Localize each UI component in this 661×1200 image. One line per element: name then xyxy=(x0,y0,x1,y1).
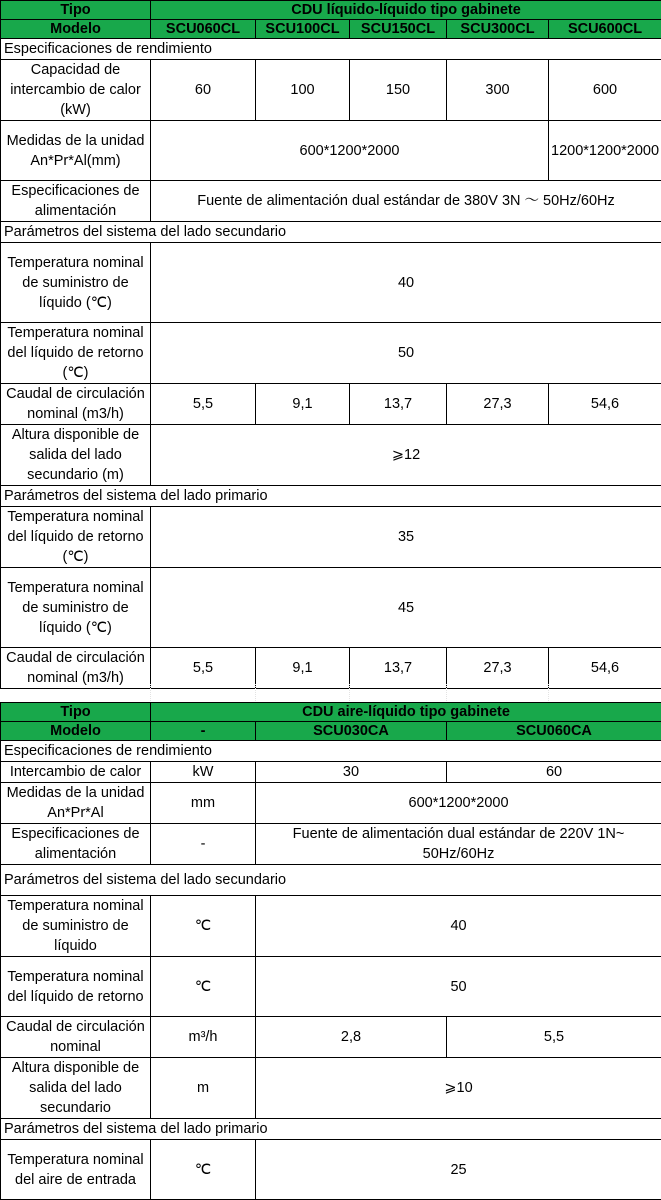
row-label: Altura disponible de salida del lado secundario xyxy=(1,1058,151,1119)
unit-cell: ℃ xyxy=(151,1140,256,1200)
section-title-performance: Especificaciones de rendimiento xyxy=(1,39,661,60)
table-cell: 40 xyxy=(256,896,661,957)
section-row xyxy=(1,865,661,896)
row-label: Temperatura nominal de suministro de líquido (℃) xyxy=(1,243,151,323)
table-cell: 1200*1200*2000 xyxy=(549,121,661,181)
model-name: SCU100CL xyxy=(256,20,350,39)
table-cell: Fuente de alimentación dual estándar de 220V 1N~ 50Hz/60Hz xyxy=(256,824,661,865)
spreadsheet-gap xyxy=(0,684,661,701)
table-cell: 9,1 xyxy=(256,648,350,689)
row-label: Caudal de circulación nominal xyxy=(1,1017,151,1058)
type-header-row xyxy=(1,703,661,722)
model-name: SCU300CL xyxy=(447,20,549,39)
table-cell: 150 xyxy=(350,60,447,121)
table-cell: 9,1 xyxy=(256,384,350,425)
model-name: SCU030CA xyxy=(256,722,447,741)
table-cell: 50 xyxy=(151,323,661,384)
table-cell: 5,5 xyxy=(151,648,256,689)
table-cell: 45 xyxy=(151,568,661,648)
row-label: Caudal de circulación nominal (m3/h) xyxy=(1,384,151,425)
table-cell: 600*1200*2000 xyxy=(256,783,661,824)
table-cell: 54,6 xyxy=(549,648,661,689)
table-row xyxy=(1,824,661,865)
type-label: Tipo xyxy=(1,703,151,722)
row-label: Medidas de la unidad An*Pr*Al(mm) xyxy=(1,121,151,181)
table-row xyxy=(1,1017,661,1058)
row-label: Especificaciones de alimentación xyxy=(1,181,151,222)
table-row xyxy=(1,783,661,824)
table-row xyxy=(1,243,661,323)
model-name: SCU060CL xyxy=(151,20,256,39)
row-label: Altura disponible de salida del lado secundario (m) xyxy=(1,425,151,486)
row-label: Capacidad de intercambio de calor (kW) xyxy=(1,60,151,121)
unit-header: - xyxy=(151,722,256,741)
table-row xyxy=(1,568,661,648)
table-cell: 5,5 xyxy=(151,384,256,425)
table-row xyxy=(1,1140,661,1200)
table-row xyxy=(1,181,661,222)
air-liquid-cdu-table xyxy=(0,702,661,1200)
model-name: SCU600CL xyxy=(549,20,661,39)
model-name: SCU150CL xyxy=(350,20,447,39)
table-cell: 54,6 xyxy=(549,384,661,425)
table-row xyxy=(1,648,661,689)
unit-cell: - xyxy=(151,824,256,865)
section-row xyxy=(1,741,661,762)
unit-cell: ℃ xyxy=(151,957,256,1017)
section-title-secondary: Parámetros del sistema del lado secundario xyxy=(1,865,661,896)
unit-cell: mm xyxy=(151,783,256,824)
table-row xyxy=(1,121,661,181)
model-label: Modelo xyxy=(1,722,151,741)
table-row xyxy=(1,60,661,121)
table-row xyxy=(1,1058,661,1119)
table-cell: 35 xyxy=(151,507,661,568)
table-cell: ⩾12 xyxy=(151,425,661,486)
table-cell: 600 xyxy=(549,60,661,121)
model-name: SCU060CA xyxy=(447,722,661,741)
type-header-row xyxy=(1,1,661,20)
table-cell: 50 xyxy=(256,957,661,1017)
model-header-row xyxy=(1,722,661,741)
table-row xyxy=(1,323,661,384)
table-row xyxy=(1,425,661,486)
section-row xyxy=(1,222,661,243)
section-row xyxy=(1,1119,661,1140)
row-label: Temperatura nominal del líquido de retorno (℃) xyxy=(1,507,151,568)
unit-cell: kW xyxy=(151,762,256,783)
row-label: Temperatura nominal del líquido de retorno (℃) xyxy=(1,323,151,384)
row-label: Caudal de circulación nominal (m3/h) xyxy=(1,648,151,689)
table-cell: 2,8 xyxy=(256,1017,447,1058)
unit-cell: ℃ xyxy=(151,896,256,957)
table-cell: 60 xyxy=(447,762,661,783)
table-cell: ⩾10 xyxy=(256,1058,661,1119)
row-label: Temperatura nominal de suministro de líquido xyxy=(1,896,151,957)
row-label: Intercambio de calor xyxy=(1,762,151,783)
table-row xyxy=(1,896,661,957)
section-row xyxy=(1,486,661,507)
table-title: CDU aire-líquido tipo gabinete xyxy=(151,703,661,722)
model-header-row xyxy=(1,20,661,39)
table-row xyxy=(1,507,661,568)
section-title-secondary: Parámetros del sistema del lado secundario xyxy=(1,222,661,243)
table-cell: 27,3 xyxy=(447,384,549,425)
table-cell: 600*1200*2000 xyxy=(151,121,549,181)
table-cell: 30 xyxy=(256,762,447,783)
table-cell: 27,3 xyxy=(447,648,549,689)
table-row xyxy=(1,957,661,1017)
section-row xyxy=(1,39,661,60)
table-cell: 13,7 xyxy=(350,648,447,689)
row-label: Especificaciones de alimentación xyxy=(1,824,151,865)
section-title-primary: Parámetros del sistema del lado primario xyxy=(1,486,661,507)
row-label: Temperatura nominal de suministro de líquido (℃) xyxy=(1,568,151,648)
table-cell: 60 xyxy=(151,60,256,121)
table-cell: 40 xyxy=(151,243,661,323)
table-cell: 25 xyxy=(256,1140,661,1200)
table-cell: 5,5 xyxy=(447,1017,661,1058)
row-label: Temperatura nominal del líquido de retorno xyxy=(1,957,151,1017)
table-row xyxy=(1,762,661,783)
table-title: CDU líquido-líquido tipo gabinete xyxy=(151,1,661,20)
row-label: Medidas de la unidad An*Pr*Al xyxy=(1,783,151,824)
row-label: Temperatura nominal del aire de entrada xyxy=(1,1140,151,1200)
table-cell: 100 xyxy=(256,60,350,121)
table-row xyxy=(1,384,661,425)
section-title-performance: Especificaciones de rendimiento xyxy=(1,741,661,762)
section-title-primary: Parámetros del sistema del lado primario xyxy=(1,1119,661,1140)
unit-cell: m³/h xyxy=(151,1017,256,1058)
table-cell: 300 xyxy=(447,60,549,121)
table-cell: Fuente de alimentación dual estándar de 380V 3N ～ 50Hz/60Hz xyxy=(151,181,661,222)
type-label: Tipo xyxy=(1,1,151,20)
unit-cell: m xyxy=(151,1058,256,1119)
model-label: Modelo xyxy=(1,20,151,39)
table-cell: 13,7 xyxy=(350,384,447,425)
